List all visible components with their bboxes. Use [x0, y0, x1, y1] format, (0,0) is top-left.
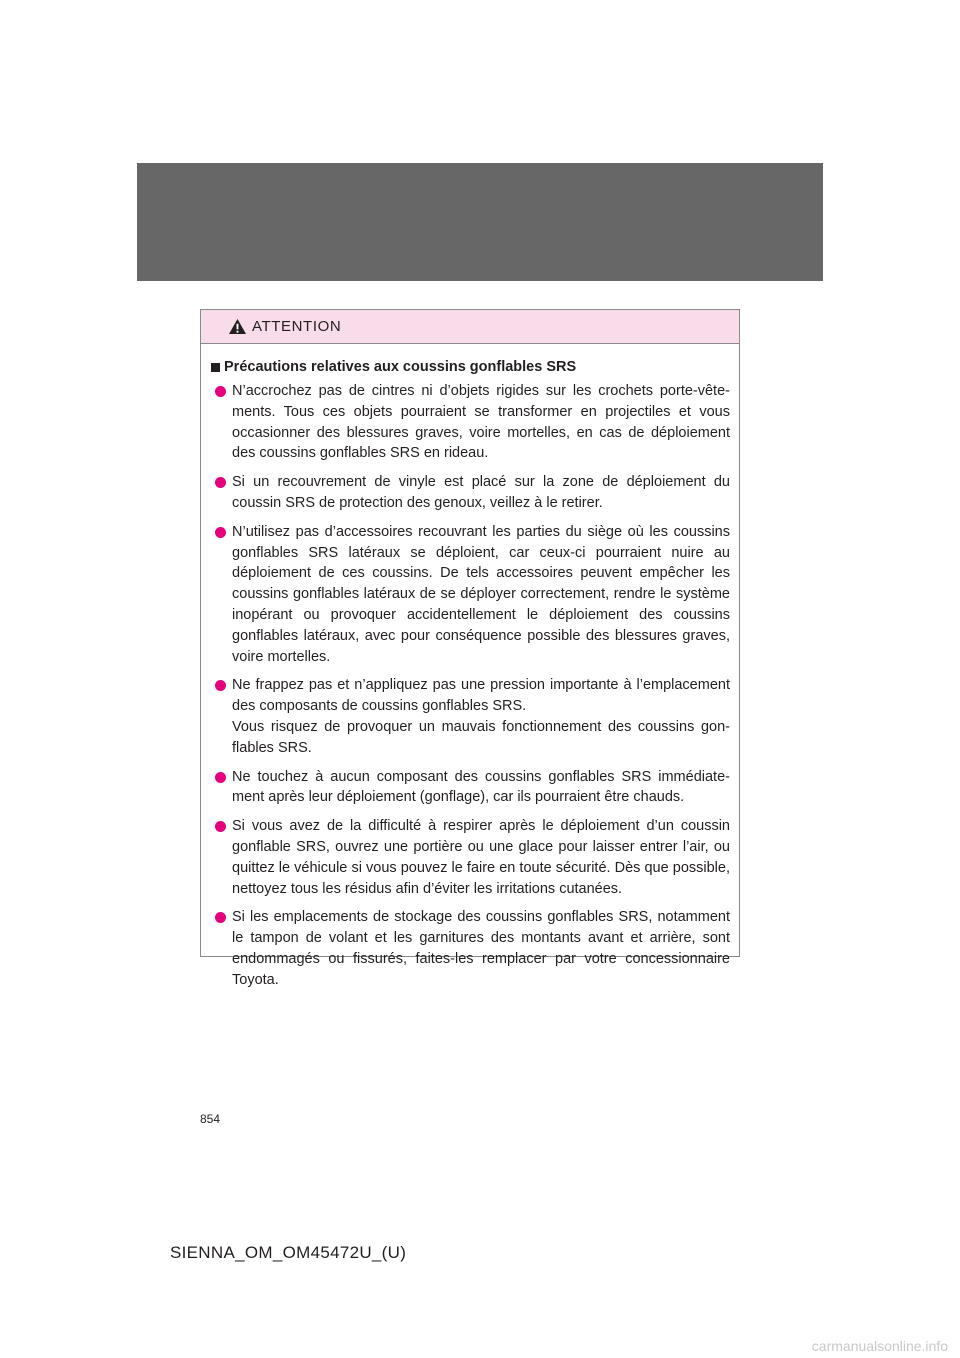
round-bullet-icon: [215, 386, 226, 397]
round-bullet-icon: [215, 527, 226, 538]
item-text: Ne frappez pas et n’appliquez pas une pression importante à l’emplacement des composants de coussins gonflables SRS.: [232, 677, 730, 715]
round-bullet-icon: [215, 821, 226, 832]
item-text-continued: Vous risquez de provoquer un mauvais fonctionnement des coussins gonflables SRS.: [232, 718, 730, 756]
item-text: Si un recouvrement de vinyle est placé sur la zone de déploiement du coussin SRS de protection des genoux, veillez à le retirer.: [232, 474, 730, 511]
section-title: Précautions relatives aux coussins gonflables SRS: [224, 359, 577, 375]
list-item: [201, 522, 739, 668]
item-text: N’utilisez pas d’accessoires recouvrant les parties du siège où les coussins gonflables SRS latéraux se déploient, car ceux-ci pourraient nuire au déploiement de ces coussins. De tels accessoires peuvent empêcher les coussins gonflables latéraux de se déployer correctement, rendre le système inopérant ou provoquer accidentellement le déploiement des coussins gonflables latéraux, avec pour conséquence possible des blessures graves, voire mortelles.: [232, 523, 730, 665]
watermark: carmanualsonline.info: [811, 1338, 948, 1354]
round-bullet-icon: [215, 772, 226, 783]
warning-body: [201, 344, 739, 991]
page-number: 854: [200, 1112, 221, 1126]
list-item: [201, 816, 739, 899]
section-heading: [211, 357, 739, 377]
item-text: Ne touchez à aucun composant des coussins gonflables SRS immédiatement après leur déploiement (gonflage), car ils pourraient être chauds.: [232, 768, 730, 806]
warning-triangle-icon: [228, 318, 247, 335]
list-item: [201, 907, 739, 990]
warning-header: [201, 310, 739, 344]
item-text: Si les emplacements de stockage des coussins gonflables SRS, notamment le tampon de volant et les garnitures des montants avant et arrière, sont endommagés ou fissurés, faites-les remplacer par votre concessionnaire Toyota.: [232, 909, 730, 988]
warning-box: [200, 309, 740, 988]
list-item: [201, 472, 739, 514]
square-bullet-icon: [211, 363, 220, 372]
item-text: Si vous avez de la difficulté à respirer après le déploiement d’un coussin gonflable SRS, ouvrez une portière ou une glace pour laisser entrer l’air, ou quittez le véhicule si vous pouvez le faire en toute sécurité. Dès que possible, nettoyez tous les résidus afin d’éviter les irritations cutanées.: [232, 818, 730, 897]
document-id: SIENNA_OM_OM45472U_(U): [170, 1243, 407, 1262]
round-bullet-icon: [215, 680, 226, 691]
round-bullet-icon: [215, 912, 226, 923]
warning-title: ATTENTION: [252, 318, 342, 335]
precaution-list: [201, 381, 739, 991]
list-item: [201, 767, 739, 809]
item-text: N’accrochez pas de cintres ni d’objets rigides sur les crochets porte-vêtements. Tous ces objets pourraient se transformer en projectiles et vous occasionner des blessures graves, voire mortelles, en cas de déploiement des coussins gonflables SRS en rideau.: [232, 383, 730, 462]
list-item: [201, 381, 739, 464]
round-bullet-icon: [215, 477, 226, 488]
chapter-header-band: [137, 163, 823, 281]
list-item: [201, 675, 739, 758]
